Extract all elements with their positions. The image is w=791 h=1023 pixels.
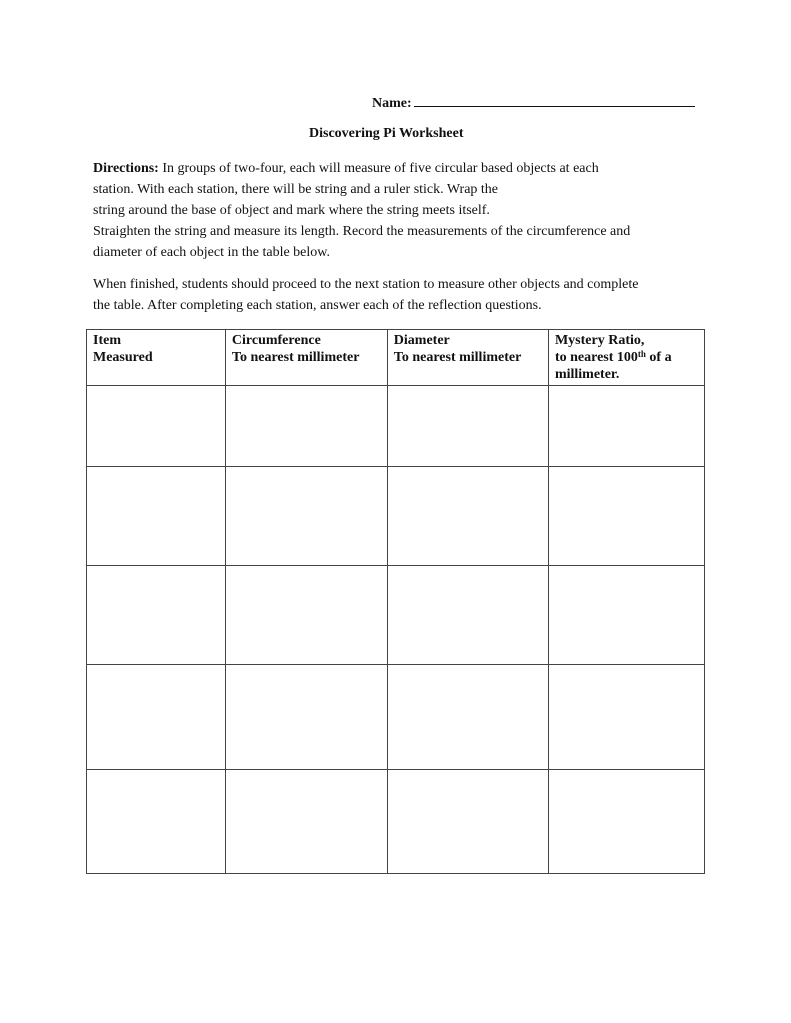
cell-ratio[interactable] <box>548 467 704 566</box>
table-row <box>87 770 705 874</box>
header-ratio-sup: th <box>637 349 646 359</box>
cell-circumference[interactable] <box>225 665 387 770</box>
page-title: Discovering Pi Worksheet <box>309 126 464 141</box>
header-circumference <box>225 330 387 386</box>
table-row <box>87 386 705 467</box>
cell-ratio[interactable] <box>548 665 704 770</box>
cell-diameter[interactable] <box>387 467 548 566</box>
cell-item[interactable] <box>87 566 226 665</box>
header-diameter-line2: To nearest millimeter <box>393 350 522 365</box>
directions-text-4: Straighten the string and measure its length. Record the measurements of the circumference and <box>93 224 631 239</box>
header-ratio-line2-pre: to nearest 100 <box>554 350 638 365</box>
directions-label: Directions: <box>93 161 159 176</box>
table-row <box>87 467 705 566</box>
cell-diameter[interactable] <box>387 566 548 665</box>
cell-circumference[interactable] <box>225 566 387 665</box>
directions-text-2: station. With each station, there will be string and a ruler stick. Wrap the <box>93 182 499 197</box>
name-label: Name: <box>372 96 412 111</box>
header-ratio-line2-post: of a <box>645 350 672 365</box>
header-ratio-line2 <box>555 349 698 366</box>
header-circumference-line2: To nearest millimeter <box>231 350 360 365</box>
directions-text-3: string around the base of object and mark where the string meets itself. <box>93 203 490 218</box>
directions-text-1: In groups of two-four, each will measure of five circular based objects at each <box>158 161 599 176</box>
cell-diameter[interactable] <box>387 770 548 874</box>
header-item-measured <box>87 330 226 386</box>
header-diameter <box>387 330 548 386</box>
cell-ratio[interactable] <box>548 770 704 874</box>
cell-item[interactable] <box>87 770 226 874</box>
table-row <box>87 566 705 665</box>
header-mystery-ratio <box>548 330 704 386</box>
finished-paragraph <box>93 274 713 316</box>
cell-circumference[interactable] <box>225 467 387 566</box>
header-circumference-line1: Circumference <box>231 333 321 348</box>
table-row <box>87 665 705 770</box>
finished-text-1: When finished, students should proceed to the next station to measure other objects and complete <box>93 277 639 292</box>
directions-paragraph <box>93 158 713 263</box>
header-ratio-line1: Mystery Ratio, <box>554 333 645 348</box>
cell-item[interactable] <box>87 665 226 770</box>
measurement-table <box>86 329 705 874</box>
name-blank-line[interactable] <box>414 92 695 107</box>
cell-item[interactable] <box>87 467 226 566</box>
header-item-line1: Item <box>93 333 121 348</box>
cell-ratio[interactable] <box>548 386 704 467</box>
cell-item[interactable] <box>87 386 226 467</box>
cell-diameter[interactable] <box>387 665 548 770</box>
finished-text-2: the table. After completing each station, answer each of the reflection questions. <box>93 298 542 313</box>
cell-circumference[interactable] <box>225 386 387 467</box>
name-field-label <box>372 92 695 112</box>
directions-text-5: diameter of each object in the table below. <box>93 245 330 260</box>
header-item-line2: Measured <box>93 350 153 365</box>
cell-diameter[interactable] <box>387 386 548 467</box>
header-diameter-line1: Diameter <box>393 333 450 348</box>
cell-circumference[interactable] <box>225 770 387 874</box>
cell-ratio[interactable] <box>548 566 704 665</box>
header-ratio-line3: millimeter. <box>554 367 620 382</box>
directions-line-1 <box>93 158 713 179</box>
table-header-row <box>87 330 705 386</box>
